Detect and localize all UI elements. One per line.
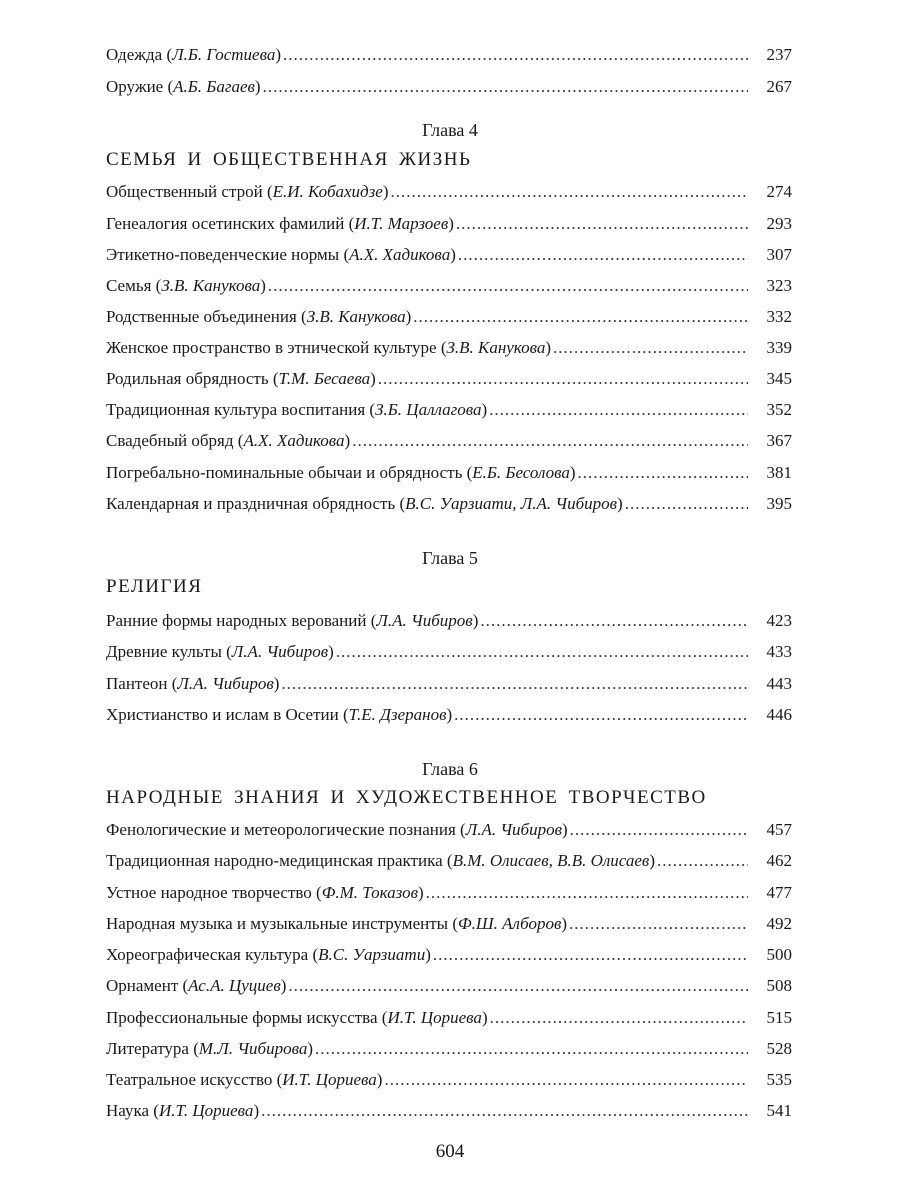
toc-entry-author: Л.А. Чибиров bbox=[231, 642, 329, 661]
toc-entry-author: Л.А. Чибиров bbox=[177, 674, 274, 693]
chapter-title: СЕМЬЯ И ОБЩЕСТВЕННАЯ ЖИЗНЬ bbox=[106, 149, 472, 170]
toc-entry-title: Фенологические и метеорологические познания (Л.А. Чибиров) bbox=[106, 820, 568, 839]
toc-entry-page: 500 bbox=[766, 945, 792, 964]
toc-entry-page: 395 bbox=[766, 494, 792, 513]
toc-entry-page: 541 bbox=[766, 1101, 792, 1120]
toc-entry-page: 528 bbox=[766, 1039, 792, 1058]
leader-dots bbox=[384, 1067, 748, 1093]
toc-entry-author: И.Т. Марзоев bbox=[354, 214, 449, 233]
toc-entry-title: Общественный строй (Е.И. Кобахидзе) bbox=[106, 182, 389, 201]
toc-entry-author: А.Х. Хадикова bbox=[349, 245, 451, 264]
toc-entry-title: Пантеон (Л.А. Чибиров) bbox=[106, 674, 280, 693]
toc-entry-author: Л.Б. Гостиева bbox=[172, 45, 276, 64]
toc-entry bbox=[106, 335, 792, 361]
toc-entry-page: 508 bbox=[766, 976, 792, 995]
toc-entry-title: Одежда (Л.Б. Гостиева) bbox=[106, 45, 282, 64]
leader-dots bbox=[352, 428, 748, 454]
toc-entry-page: 274 bbox=[766, 182, 792, 201]
toc-entry-author: Л.А. Чибиров bbox=[465, 820, 562, 839]
leader-dots bbox=[625, 491, 748, 517]
toc-entry-author: Ас.А. Цуциев bbox=[188, 976, 281, 995]
toc-entry bbox=[106, 179, 792, 205]
toc-entry bbox=[106, 74, 792, 100]
leader-dots bbox=[268, 273, 748, 299]
toc-entry-author: И.Т. Цориева bbox=[158, 1101, 254, 1120]
toc-entry-page: 332 bbox=[766, 307, 792, 326]
toc-entry-author: А.Б. Багаев bbox=[173, 77, 255, 96]
toc-entry bbox=[106, 1098, 792, 1124]
leader-dots bbox=[263, 74, 748, 100]
toc-entry-title: Литература (М.Л. Чибирова) bbox=[106, 1039, 314, 1058]
leader-dots bbox=[570, 817, 748, 843]
toc-entry-author: И.Т. Цориева bbox=[387, 1008, 482, 1027]
leader-dots bbox=[390, 179, 748, 205]
toc-entry bbox=[106, 42, 792, 68]
toc-entry bbox=[106, 671, 792, 697]
toc-entry-title: Наука (И.Т. Цориева) bbox=[106, 1101, 260, 1120]
toc-entry-title: Ранние формы народных верований (Л.А. Чибиров) bbox=[106, 611, 479, 630]
toc-entry-title: Традиционная народно-медицинская практика (В.М. Олисаев, В.В. Олисаев) bbox=[106, 851, 655, 870]
toc-entry-page: 339 bbox=[766, 338, 792, 357]
leader-dots bbox=[336, 639, 748, 665]
toc-entry-page: 237 bbox=[766, 45, 792, 64]
toc-entry-author: З.Б. Цаллагова bbox=[375, 400, 482, 419]
toc-entry-title: Календарная и праздничная обрядность (В.С. Уарзиати, Л.А. Чибиров) bbox=[106, 494, 623, 513]
toc-entry-author: В.С. Уарзиати bbox=[318, 945, 426, 964]
leader-dots bbox=[288, 973, 748, 999]
toc-entry-author: В.М. Олисаев, В.В. Олисаев bbox=[452, 851, 650, 870]
toc-entry bbox=[106, 702, 792, 728]
toc-entry-author: А.Х. Хадикова bbox=[243, 431, 345, 450]
toc-entry-author: Т.Е. Дзеранов bbox=[348, 705, 447, 724]
leader-dots bbox=[433, 942, 748, 968]
toc-entry-author: Л.А. Чибиров bbox=[376, 611, 473, 630]
leader-dots bbox=[283, 42, 748, 68]
toc-entry-page: 381 bbox=[766, 463, 792, 482]
toc-entry bbox=[106, 848, 792, 874]
leader-dots bbox=[426, 880, 748, 906]
toc-entry bbox=[106, 639, 792, 665]
toc-entry-page: 457 bbox=[766, 820, 792, 839]
chapter-label: Глава 4 bbox=[422, 120, 478, 140]
toc-entry-author: Ф.Ш. Алборов bbox=[457, 914, 562, 933]
toc-entry-title: Свадебный обряд (А.Х. Хадикова) bbox=[106, 431, 351, 450]
toc-entry bbox=[106, 817, 792, 843]
toc-entry-page: 443 bbox=[766, 674, 792, 693]
toc-entry-author: М.Л. Чибирова bbox=[198, 1039, 308, 1058]
toc-entry-title: Орнамент (Ас.А. Цуциев) bbox=[106, 976, 287, 995]
toc-entry-page: 345 bbox=[766, 369, 792, 388]
toc-entry-page: 293 bbox=[766, 214, 792, 233]
toc-entry-title: Погребально-поминальные обычаи и обрядность (Е.Б. Бесолова) bbox=[106, 463, 576, 482]
toc-entry-title: Профессиональные формы искусства (И.Т. Цориева) bbox=[106, 1008, 488, 1027]
toc-entry-page: 462 bbox=[766, 851, 792, 870]
leader-dots bbox=[489, 397, 748, 423]
toc-entry bbox=[106, 1005, 792, 1031]
toc-entry bbox=[106, 273, 792, 299]
chapter-label: Глава 5 bbox=[422, 548, 478, 568]
toc-entry bbox=[106, 942, 792, 968]
leader-dots bbox=[281, 671, 748, 697]
toc-entry-title: Традиционная культура воспитания (З.Б. Цаллагова) bbox=[106, 400, 488, 419]
toc-entry-page: 446 bbox=[766, 705, 792, 724]
toc-entry-title: Устное народное творчество (Ф.М. Токазов) bbox=[106, 883, 424, 902]
toc-entry bbox=[106, 1067, 792, 1093]
leader-dots bbox=[569, 911, 748, 937]
toc-entry-author: З.В. Канукова bbox=[306, 307, 406, 326]
toc-entry-author: И.Т. Цориева bbox=[282, 1070, 377, 1089]
toc-entry-page: 492 bbox=[766, 914, 792, 933]
leader-dots bbox=[454, 702, 748, 728]
toc-entry-title: Родственные объединения (З.В. Канукова) bbox=[106, 307, 412, 326]
leader-dots bbox=[413, 304, 748, 330]
toc-entry-title: Семья (З.В. Канукова) bbox=[106, 276, 266, 295]
leader-dots bbox=[315, 1036, 748, 1062]
toc-entry bbox=[106, 397, 792, 423]
toc-entry-page: 352 bbox=[766, 400, 792, 419]
leader-dots bbox=[657, 848, 748, 874]
toc-entry bbox=[106, 304, 792, 330]
toc-entry-page: 367 bbox=[766, 431, 792, 450]
page-number: 604 bbox=[435, 1141, 465, 1162]
toc-entry-title: Генеалогия осетинских фамилий (И.Т. Марзоев) bbox=[106, 214, 454, 233]
toc-entry-title: Театральное искусство (И.Т. Цориева) bbox=[106, 1070, 383, 1089]
toc-entry-title: Хореографическая культура (В.С. Уарзиати) bbox=[106, 945, 431, 964]
toc-entry-title: Этикетно-поведенческие нормы (А.Х. Хадикова) bbox=[106, 245, 456, 264]
toc-entry bbox=[106, 211, 792, 237]
toc-entry-page: 307 bbox=[766, 245, 792, 264]
toc-entry bbox=[106, 366, 792, 392]
toc-entry-page: 535 bbox=[766, 1070, 792, 1089]
toc-entry-author: З.В. Канукова bbox=[161, 276, 261, 295]
toc-entry-page: 323 bbox=[766, 276, 792, 295]
toc-entry bbox=[106, 1036, 792, 1062]
toc-entry bbox=[106, 460, 792, 486]
toc-entry bbox=[106, 491, 792, 517]
toc-entry-author: Т.М. Бесаева bbox=[278, 369, 371, 388]
toc-entry bbox=[106, 242, 792, 268]
leader-dots bbox=[553, 335, 748, 361]
toc-entry-author: Е.И. Кобахидзе bbox=[272, 182, 383, 201]
toc-entry-title: Христианство и ислам в Осетии (Т.Е. Дзеранов) bbox=[106, 705, 453, 724]
toc-entry-title: Народная музыка и музыкальные инструменты (Ф.Ш. Алборов) bbox=[106, 914, 568, 933]
chapter-title: НАРОДНЫЕ ЗНАНИЯ И ХУДОЖЕСТВЕННОЕ ТВОРЧЕСТВО bbox=[106, 787, 707, 808]
toc-entry-page: 267 bbox=[766, 77, 792, 96]
toc-entry-author: З.В. Канукова bbox=[446, 338, 546, 357]
toc-entry bbox=[106, 973, 792, 999]
leader-dots bbox=[456, 211, 748, 237]
toc-entry-author: В.С. Уарзиати, Л.А. Чибиров bbox=[405, 494, 618, 513]
toc-entry-author: Е.Б. Бесолова bbox=[472, 463, 570, 482]
toc-entry-title: Женское пространство в этнической культуре (З.В. Канукова) bbox=[106, 338, 552, 357]
toc-entry-page: 477 bbox=[766, 883, 792, 902]
toc-entry-page: 515 bbox=[766, 1008, 792, 1027]
toc-entry-page: 423 bbox=[766, 611, 792, 630]
chapter-title: РЕЛИГИЯ bbox=[106, 576, 203, 597]
toc-entry bbox=[106, 608, 792, 634]
leader-dots bbox=[490, 1005, 748, 1031]
leader-dots bbox=[458, 242, 748, 268]
toc-entry-page: 433 bbox=[766, 642, 792, 661]
toc-entry-title: Древние культы (Л.А. Чибиров) bbox=[106, 642, 334, 661]
leader-dots bbox=[578, 460, 748, 486]
leader-dots bbox=[261, 1098, 748, 1124]
leader-dots bbox=[480, 608, 748, 634]
leader-dots bbox=[378, 366, 748, 392]
toc-entry-author: Ф.М. Токазов bbox=[321, 883, 418, 902]
toc-entry bbox=[106, 880, 792, 906]
toc-entry-title: Родильная обрядность (Т.М. Бесаева) bbox=[106, 369, 376, 388]
toc-entry bbox=[106, 911, 792, 937]
toc-entry-title: Оружие (А.Б. Багаев) bbox=[106, 77, 261, 96]
chapter-label: Глава 6 bbox=[422, 759, 478, 779]
toc-entry bbox=[106, 428, 792, 454]
